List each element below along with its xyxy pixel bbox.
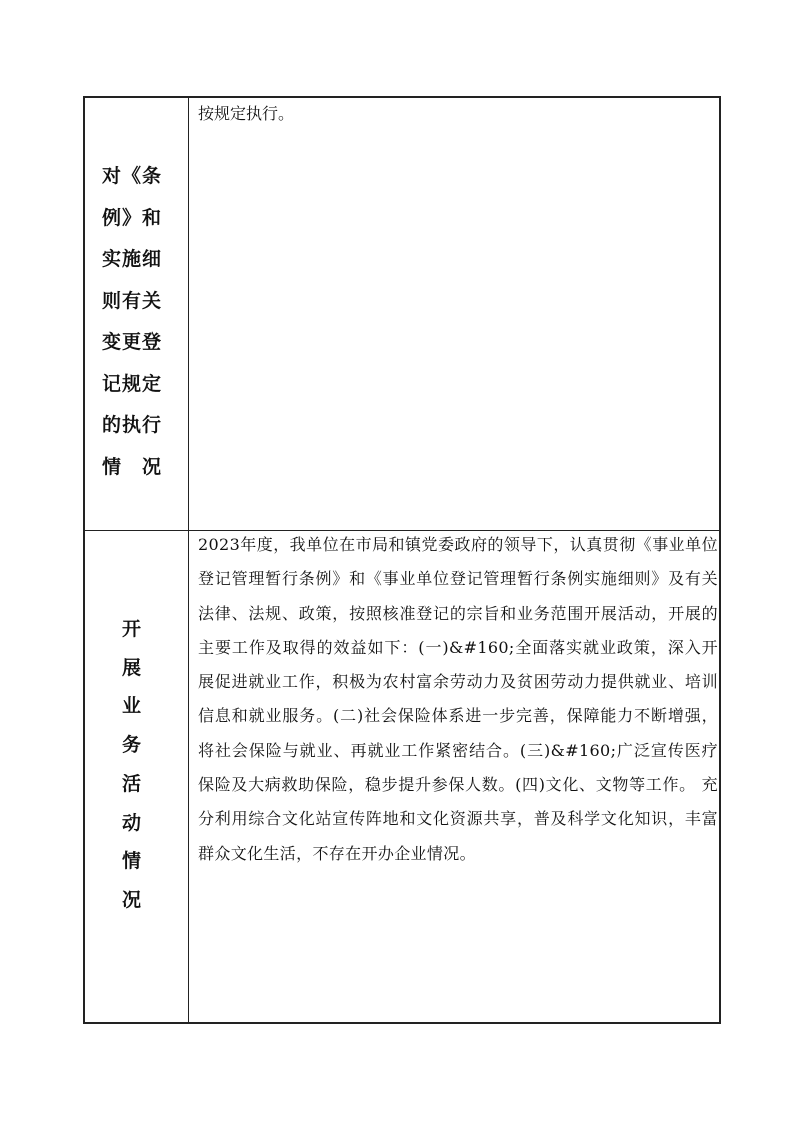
label-line: 况: [122, 888, 142, 911]
row-label-business-activities: [122, 610, 152, 920]
label-line: 情: [122, 850, 142, 873]
content-cell-business-activities: [189, 531, 719, 1024]
table-row-business-activities: [85, 531, 719, 1024]
label-line: 例》和: [102, 206, 163, 229]
label-line: 的执行: [102, 414, 163, 436]
label-line: 实施细: [102, 248, 163, 270]
label-line: 记规定: [102, 372, 163, 395]
business-activities-text: 2023年度，我单位在市局和镇党委政府的领导下，认真贯彻《事业单位登记管理暂行条例》和《事业单位登记管理暂行条例实施细则》及有关法律、法规、政策，按照核准登记的宗旨和业务范围开展活动，开展的主要工作及取得的效益如下：(一)&#160;全面落实就业政策，深入开展促进就业工作，积极为农村富余劳动力及贫困劳动力提供就业、培训信息和就业服务。(二)社会保险体系进一步完善，保障能力不断增强，将社会保险与就业、再就业工作紧密结合。(三)&#160;广泛宣传医疗保险及大病救助保险，稳步提升参保人数。(四)文化、文物等工作。 充分利用综合文化站宣传阵地和文化资源共享，普及科学文化知识，丰富群众文化生活，不存在开办企业情况。: [198, 535, 718, 863]
content-cell-regulation-execution: [189, 98, 719, 530]
label-line: 变更登: [102, 331, 163, 353]
label-line: 情 况: [102, 455, 163, 478]
label-cell-regulation-execution: [85, 98, 189, 530]
label-line: 业: [122, 695, 142, 718]
report-table: [83, 96, 721, 1024]
table-row-regulation-execution: [85, 98, 719, 531]
label-cell-business-activities: [85, 531, 189, 1024]
label-line: 务: [122, 734, 142, 757]
label-line: 开: [122, 618, 142, 640]
label-line: 动: [122, 811, 142, 834]
label-line: 展: [122, 656, 142, 679]
label-line: 对《条: [102, 165, 163, 187]
label-line: 则有关: [102, 289, 163, 312]
row-label-regulation-execution: [102, 156, 177, 488]
label-line: 活: [122, 772, 142, 795]
regulation-execution-text: 按规定执行。: [198, 104, 295, 123]
